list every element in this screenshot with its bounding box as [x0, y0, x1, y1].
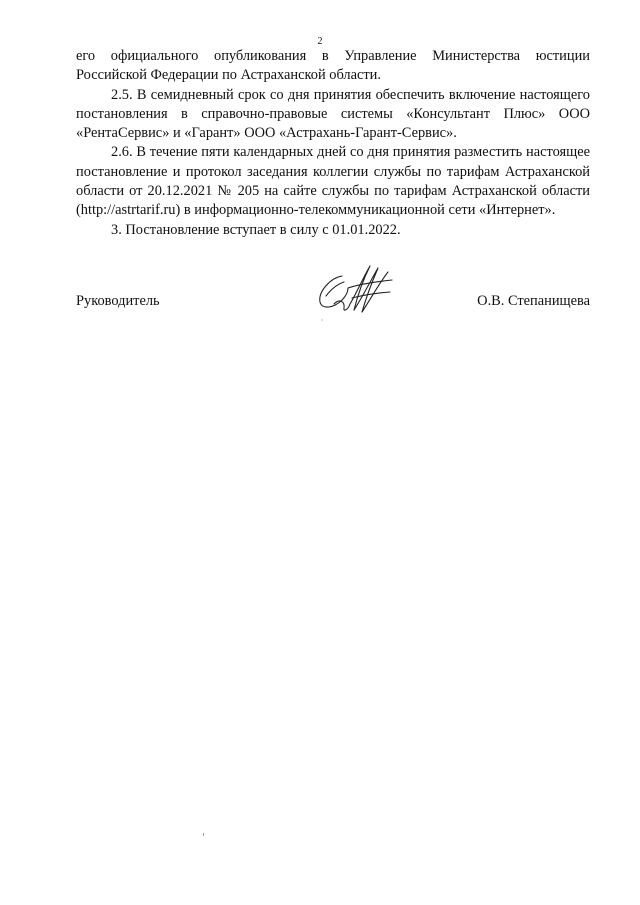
signatory-title: Руководитель — [76, 293, 160, 309]
paragraph-3: 3. Постановление вступает в силу с 01.01.2022. — [111, 221, 401, 238]
page-number: 2 — [317, 36, 323, 47]
paragraph-2-6: 2.6. В течение пяти календарных дней со дня принятия разместить настоящее постановление и протокол заседания коллегии службы по тарифам Астраханской области от 20.12.2021 № 205 на сайте службы по тарифам Астраханской области (http://astrtarif.ru) в информационно-телекоммуникационной сети «Интернет». — [76, 144, 590, 219]
signatory-name: О.В. Степанищева — [477, 293, 590, 309]
document-body — [76, 47, 590, 240]
paragraph-publication-continued: его официального опубликования в Управление Министерства юстиции Российской Федерации по Астраханской области. — [76, 48, 590, 84]
scan-speck — [203, 833, 204, 836]
handwritten-signature — [312, 258, 398, 328]
paragraph-2-5: 2.5. В семидневный срок со дня принятия обеспечить включение настоящего постановления в справочно-правовые системы «Консультант Плюс» ООО «РентаСервис» и «Гарант» ООО «Астрахань-Гарант-Сервис». — [76, 86, 590, 142]
